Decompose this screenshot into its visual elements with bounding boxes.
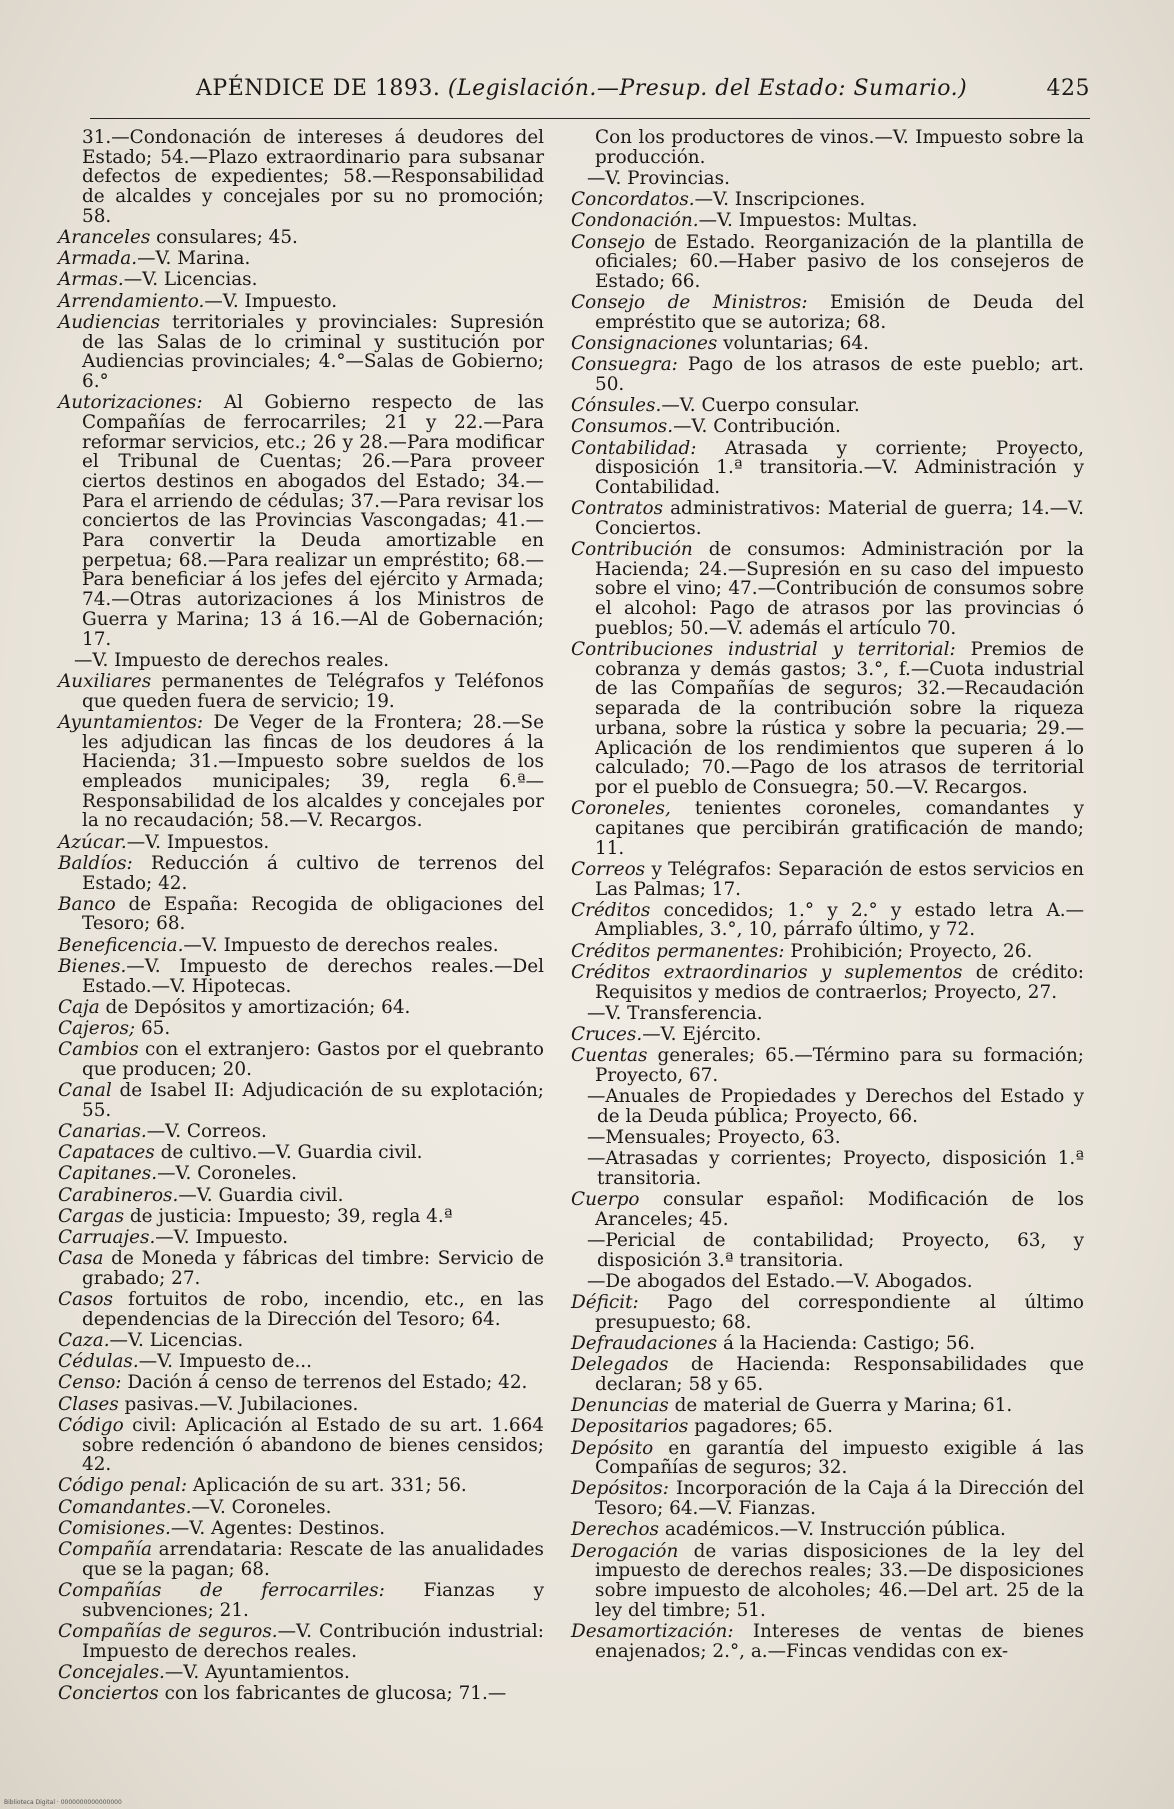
index-keyword: Carruajes.: [58, 1226, 156, 1248]
index-entry: [571, 1355, 1084, 1394]
index-entry: [58, 1476, 544, 1496]
index-entry: [58, 1081, 544, 1120]
index-text: á la Hacienda: Castigo; 56.: [717, 1332, 976, 1354]
index-keyword: Censo:: [58, 1372, 122, 1394]
index-entry: [571, 293, 1084, 332]
index-keyword: Cuerpo: [571, 1189, 640, 1211]
index-keyword: Cónsules.: [571, 395, 662, 417]
index-keyword: Conciertos: [58, 1682, 159, 1704]
index-entry: [58, 1331, 544, 1351]
header-title: [196, 76, 967, 101]
index-entry: [58, 895, 544, 934]
index-keyword: Depositarios: [571, 1416, 689, 1438]
index-keyword: Clases: [58, 1393, 119, 1415]
index-text: Al Gobierno respecto de las Compañías de ferrocarriles; 21 y 22.—Para reformar servicios, etc.; 26 y 28.—Para modificar el Tribunal de Cuentas; 26.—Para proveer ciertos destinos en abogados del Estado; 34.—Para el arriendo de cédulas; 37.—Para revisar los conciertos de las Provincias Vascongadas; 41.—Para convertir la Deuda amortizable en perpetua; 68.—Para realizar un empréstito; 68.—Para beneficiar á los jefes del ejército y Armada; 74.—Otras autorizaciones á los Ministros de Guerra y Marina; 13 á 16.—Al de Gobernación; 17.: [82, 392, 544, 650]
index-entry: [58, 128, 544, 227]
index-text: —V. Impuesto de derechos reales.: [183, 934, 499, 956]
index-text: en garantía del impuesto exigible á las Compañías de seguros; 32.: [595, 1437, 1084, 1479]
index-entry: [571, 1622, 1084, 1661]
index-text: territoriales y provinciales: Supresión de las Salas de lo criminal y sustitución por Audiencias provinciales; 4.°—Salas de Gobierno; 6.°: [82, 311, 544, 392]
index-keyword: Cuentas: [571, 1045, 648, 1067]
index-keyword: Derechos: [571, 1519, 659, 1541]
index-entry: [571, 1128, 1084, 1148]
index-entry: [58, 1395, 544, 1415]
index-entry: [58, 1143, 544, 1163]
index-text: —Anuales de Propiedades y Derechos del Estado y de la Deuda pública; Proyecto, 66.: [587, 1086, 1084, 1127]
index-entry: [58, 1290, 544, 1329]
index-entry: [58, 833, 544, 853]
index-entry: [58, 1019, 544, 1039]
index-keyword: Caza.: [58, 1329, 110, 1351]
index-entry: [571, 1190, 1084, 1229]
index-text: arrendataria: Rescate de las anualidades que se la pagan; 68.: [82, 1539, 544, 1580]
index-entry: [571, 540, 1084, 639]
index-entry: [571, 640, 1084, 798]
index-keyword: Créditos permanentes:: [571, 940, 785, 962]
index-text: Reducción á cultivo de terrenos del Estado; 42.: [82, 852, 544, 894]
index-entry: [571, 1293, 1084, 1332]
index-entry: [58, 393, 544, 649]
index-text: de material de Guerra y Marina; 61.: [668, 1395, 1013, 1417]
header-prefix: APÉNDICE DE 1893.: [196, 76, 441, 101]
index-entry: [571, 860, 1084, 899]
index-keyword: Caja: [58, 996, 100, 1018]
page-header: [150, 76, 1090, 110]
index-text: —Pericial de contabilidad; Proyecto, 63, y disposición 3.ª transitoria.: [587, 1229, 1084, 1271]
index-keyword: Carabineros.: [58, 1184, 179, 1206]
index-keyword: Correos: [571, 858, 646, 880]
index-entry: [58, 1663, 544, 1683]
index-keyword: Contratos: [571, 498, 664, 520]
index-text: Atrasada y corriente; Proyecto, disposición 1.ª transitoria.—V. Administración y Contabilidad.: [595, 437, 1084, 498]
index-entry: [58, 1684, 544, 1704]
index-keyword: Depósitos:: [571, 1478, 669, 1500]
index-text: —V. Ayuntamientos.: [164, 1661, 350, 1683]
index-entry: [58, 228, 544, 248]
index-entry: [571, 1272, 1084, 1292]
index-text: —V. Impuesto de derechos reales.—Del Estado.—V. Hipotecas.: [82, 955, 544, 997]
index-text: de Isabel II: Adjudicación de su explotación; 55.: [82, 1080, 544, 1121]
index-entry: [58, 249, 544, 269]
index-keyword: Cargas: [58, 1205, 125, 1227]
index-keyword: Consejo de Ministros:: [571, 292, 808, 314]
index-keyword: Cédulas.: [58, 1351, 139, 1373]
index-text: de Estado. Reorganización de la plantilla de oficiales; 60.—Haber pasivo de los consejeros de Estado; 66.: [595, 231, 1084, 292]
index-text: —V. Correos.: [146, 1120, 267, 1142]
index-entry: [571, 499, 1084, 538]
index-text: de justicia: Impuesto; 39, regla 4.ª: [124, 1205, 453, 1227]
index-text: y Telégrafos: Separación de estos servicios en Las Palmas; 17.: [595, 858, 1084, 900]
index-text: —V. Transferencia.: [587, 1002, 763, 1024]
index-entry: [571, 128, 1084, 167]
index-keyword: Desamortización:: [571, 1620, 734, 1642]
index-keyword: Aranceles: [58, 227, 151, 249]
index-entry: [58, 1249, 544, 1288]
index-entry: [571, 211, 1084, 231]
index-entry: [571, 901, 1084, 940]
index-keyword: Denuncias: [571, 1395, 669, 1417]
index-keyword: Cajeros;: [58, 1017, 136, 1039]
index-text: civil: Aplicación al Estado de su art. 1.664 sobre redención ó abandono de bienes censidos; 42.: [82, 1414, 544, 1476]
index-text: —V. Impuesto.: [155, 1226, 289, 1248]
index-entry: [58, 1164, 544, 1184]
index-keyword: Comisiones.: [58, 1517, 171, 1539]
index-text: pagadores; 65.: [688, 1416, 833, 1438]
index-text: consulares; 45.: [150, 227, 298, 249]
index-text: —V. Licencias.: [109, 1329, 244, 1351]
index-entry: [58, 713, 544, 831]
index-keyword: Déficit:: [571, 1292, 639, 1314]
index-text: —V. Impuesto.: [204, 290, 338, 312]
index-text: voluntarias; 64.: [717, 333, 869, 355]
index-text: —V. Contribución.: [673, 416, 841, 438]
index-keyword: Concejales.: [58, 1661, 165, 1683]
index-text: —V. Guardia civil.: [178, 1184, 344, 1206]
index-entry: [58, 1581, 544, 1620]
index-text: generales; 65.—Término para su formación; Proyecto, 67.: [595, 1045, 1084, 1086]
index-keyword: Canal: [58, 1080, 112, 1102]
index-text: concedidos; 1.° y 2.° y estado letra A.—Ampliables, 3.°, 10, párrafo último, y 72.: [595, 899, 1084, 941]
index-text: —V. Coroneles.: [157, 1163, 297, 1185]
index-keyword: Coroneles,: [571, 798, 671, 820]
index-entry: [58, 1519, 544, 1539]
index-keyword: Armas.: [58, 269, 124, 291]
index-keyword: Contribución: [571, 539, 693, 561]
index-text: de España: Recogida de obligaciones del Tesoro; 68.: [82, 893, 544, 935]
index-text: —Mensuales; Proyecto, 63.: [587, 1126, 841, 1148]
index-entry: [571, 1439, 1084, 1478]
index-text: 65.: [135, 1017, 171, 1039]
index-entry: [571, 169, 1084, 189]
scan-footer: Biblioteca Digital · 0000000000000000: [4, 1799, 122, 1806]
index-text: Dación á censo de terrenos del Estado; 42.: [121, 1372, 528, 1394]
index-text: —V. Licencias.: [123, 269, 258, 291]
index-entry: [571, 439, 1084, 498]
index-entry: [571, 1542, 1084, 1621]
index-text: académicos.—V. Instrucción pública.: [658, 1519, 1006, 1541]
index-keyword: Concordatos.: [571, 189, 695, 211]
index-text: —V. Coroneles.: [191, 1496, 332, 1518]
header-rule: [90, 118, 1090, 119]
index-entry: [58, 1040, 544, 1079]
index-keyword: Cruces.: [571, 1023, 643, 1045]
index-text: administrativos: Material de guerra; 14.—V. Conciertos.: [595, 498, 1084, 539]
index-entry: [571, 334, 1084, 354]
index-keyword: Créditos: [571, 899, 651, 921]
index-entry: [58, 1373, 544, 1393]
index-keyword: Contribuciones industrial y territorial:: [571, 639, 956, 661]
index-text: Pago del correspondiente al último presupuesto; 68.: [595, 1292, 1084, 1333]
index-text: de Hacienda: Responsabilidades que declaran; 58 y 65.: [595, 1354, 1084, 1395]
index-text: —V. Marina.: [137, 248, 251, 270]
index-keyword: Créditos extraordinarios y suplementos: [571, 961, 963, 983]
index-entry: [571, 1046, 1084, 1085]
index-text: consular español: Modificación de los Aranceles; 45.: [595, 1189, 1084, 1230]
index-text: Fianzas y subvenciones; 21.: [82, 1579, 544, 1621]
index-entry: [571, 233, 1084, 292]
index-text: de consumos: Administración por la Hacienda; 24.—Supresión en su caso del impuesto sobre el vino; 47.—Contribución de consumos sobre el alcohol: Pago de atrasos por las provincias ó pueblos; 50.—V. además el artículo 70.: [595, 539, 1084, 639]
index-keyword: Beneficencia.: [58, 934, 184, 956]
left-column: [58, 128, 544, 1705]
index-keyword: Baldíos:: [58, 852, 133, 874]
index-keyword: Cambios: [58, 1039, 139, 1061]
index-entry: [58, 1416, 544, 1475]
index-entry: [58, 1622, 544, 1661]
index-keyword: Código: [58, 1414, 124, 1436]
index-text: de crédito: Requisitos y medios de contraerlos; Proyecto, 27.: [595, 961, 1084, 1003]
index-keyword: Consuegra:: [571, 354, 678, 376]
index-entry: [571, 1396, 1084, 1416]
page-number: 425: [1046, 76, 1090, 101]
index-keyword: Compañías de seguros.: [58, 1620, 278, 1642]
index-entry: [58, 957, 544, 996]
index-text: —V. Agentes: Destinos.: [170, 1517, 386, 1539]
index-keyword: Comandantes.: [58, 1496, 192, 1518]
index-keyword: Armada.: [58, 248, 138, 270]
index-entry: [58, 1186, 544, 1206]
index-keyword: Canarias.: [58, 1120, 147, 1142]
index-entry: [571, 1417, 1084, 1437]
index-keyword: Capataces: [58, 1142, 155, 1164]
index-entry: [571, 1479, 1084, 1518]
right-column: [571, 128, 1084, 1663]
header-running-title: (Legislación.—Presup. del Estado: Sumario.): [447, 76, 968, 101]
index-text: —V. Ejército.: [642, 1023, 762, 1045]
index-keyword: Depósito: [571, 1437, 654, 1459]
index-entry: [58, 1540, 544, 1579]
index-text: permanentes de Telégrafos y Teléfonos que queden fuera de servicio; 19.: [82, 670, 544, 712]
index-keyword: Bienes.: [58, 955, 127, 977]
index-entry: [58, 854, 544, 893]
index-keyword: Delegados: [571, 1354, 669, 1376]
index-text: fortuitos de robo, incendio, etc., en las dependencias de la Dirección del Tesoro; 64.: [82, 1289, 544, 1330]
index-keyword: Auxiliares: [58, 670, 152, 692]
index-text: —V. Contribución industrial: Impuesto de derechos reales.: [82, 1620, 544, 1662]
index-entry: [58, 270, 544, 290]
index-text: De Veger de la Frontera; 28.—Se les adjudican las fincas de los deudores á la Hacienda; 31.—Impuesto sobre sueldos de los empleados municipales; 39, regla 6.ª—Responsabilidad de los alcaldes y concejales por la no recaudación; 58.—V. Recargos.: [82, 711, 544, 832]
index-text: Pago de los atrasos de este pueblo; art. 50.: [595, 354, 1084, 395]
index-text: —V. Impuestos: Multas.: [698, 210, 918, 232]
index-keyword: Código penal:: [58, 1475, 188, 1497]
index-keyword: Consejo: [571, 231, 646, 253]
index-text: —V. Impuesto de derechos reales.: [74, 649, 390, 671]
index-keyword: Arrendamiento.: [58, 290, 205, 312]
index-keyword: Consumos.: [571, 416, 674, 438]
index-text: Premios de cobranza y demás gastos; 3.°, f.—Cuota industrial de las Compañías de seguros; 32.—Recaudación separada de la contribución sobre la riqueza urbana, sobre la rústica y sobre la pecuaria; 29.—Aplicación de los rendimientos que superen á lo calculado; 70.—Pago de los atrasos de territorial por el pueblo de Consuegra; 50.—V. Recargos.: [595, 639, 1085, 798]
index-keyword: Autorizaciones:: [58, 392, 203, 414]
index-text: —De abogados del Estado.—V. Abogados.: [587, 1270, 973, 1292]
index-text: de Moneda y fábricas del timbre: Servicio de grabado; 27.: [82, 1248, 544, 1289]
index-text: con el extranjero: Gastos por el quebranto que producen; 20.: [82, 1039, 544, 1080]
index-text: Intereses de ventas de bienes enajenados; 2.°, a.—Fincas vendidas con ex-: [595, 1620, 1084, 1662]
index-keyword: Capitanes.: [58, 1163, 158, 1185]
index-keyword: Compañías de ferrocarriles:: [58, 1579, 385, 1601]
index-text: —V. Impuestos.: [126, 831, 270, 853]
index-entry: [571, 799, 1084, 858]
index-entry: [58, 292, 544, 312]
index-entry: [571, 1520, 1084, 1540]
index-entry: [571, 1334, 1084, 1354]
index-entry: [58, 672, 544, 711]
index-text: de varias disposiciones de la ley del impuesto de derechos reales; 33.—De disposiciones sobre impuesto de alcoholes; 46.—Del art. 25 de la ley del timbre; 51.: [595, 1540, 1084, 1621]
index-keyword: Casa: [58, 1248, 104, 1270]
index-entry: [571, 396, 1084, 416]
index-text: —V. Provincias.: [587, 167, 730, 189]
index-text: Emisión de Deuda del empréstito que se autoriza; 68.: [595, 292, 1084, 333]
index-text: pasivas.—V. Jubilaciones.: [118, 1393, 359, 1415]
index-entry: [571, 963, 1084, 1002]
index-keyword: Consignaciones: [571, 333, 718, 355]
index-entry: [58, 998, 544, 1018]
index-entry: [58, 1122, 544, 1142]
index-text: —V. Impuesto de...: [138, 1351, 312, 1373]
index-entry: [571, 1087, 1084, 1126]
index-text: Incorporación de la Caja á la Dirección del Tesoro; 64.—V. Fianzas.: [595, 1478, 1084, 1520]
index-keyword: Defraudaciones: [571, 1332, 718, 1354]
index-entry: [571, 1025, 1084, 1045]
index-text: —V. Cuerpo consular.: [661, 395, 860, 417]
index-entry: [571, 355, 1084, 394]
index-entry: [58, 936, 544, 956]
index-keyword: Banco: [58, 893, 116, 915]
index-keyword: Derogación: [571, 1540, 679, 1562]
index-entry: [58, 651, 544, 671]
index-text: de cultivo.—V. Guardia civil.: [154, 1142, 423, 1164]
index-entry: [571, 1231, 1084, 1270]
index-text: 31.—Condonación de intereses á deudores del Estado; 54.—Plazo extraordinario para subsanar defectos de expedientes; 58.—Responsabilidad de alcaldes y concejales por su no promoción; 58.: [82, 127, 544, 227]
index-text: —V. Inscripciones.: [694, 189, 866, 211]
index-entry: [58, 1207, 544, 1227]
index-entry: [571, 942, 1084, 962]
index-entry: [58, 1498, 544, 1518]
index-entry: [58, 1352, 544, 1372]
index-text: Prohibición; Proyecto, 26.: [784, 940, 1033, 962]
index-keyword: Contabilidad:: [571, 437, 697, 459]
index-entry: [58, 313, 544, 392]
index-keyword: Condonación.: [571, 210, 699, 232]
index-text: Con los productores de vinos.—V. Impuesto sobre la producción.: [595, 127, 1084, 168]
index-text: con los fabricantes de glucosa; 71.—: [158, 1682, 507, 1704]
index-keyword: Compañía: [58, 1539, 153, 1561]
index-text: de Depósitos y amortización; 64.: [99, 996, 411, 1018]
index-keyword: Ayuntamientos:: [58, 711, 204, 733]
index-entry: [571, 417, 1084, 437]
index-text: tenientes coroneles, comandantes y capitanes que percibirán gratificación de mando; 11.: [595, 798, 1084, 859]
index-keyword: Casos: [58, 1289, 113, 1311]
index-text: Aplicación de su art. 331; 56.: [187, 1475, 467, 1497]
index-keyword: Azúcar.: [58, 831, 127, 853]
index-keyword: Audiencias: [58, 311, 161, 333]
index-entry: [58, 1228, 544, 1248]
index-entry: [571, 1004, 1084, 1024]
index-text: —Atrasadas y corrientes; Proyecto, disposición 1.ª transitoria.: [587, 1148, 1084, 1189]
index-entry: [571, 190, 1084, 210]
index-entry: [571, 1149, 1084, 1188]
